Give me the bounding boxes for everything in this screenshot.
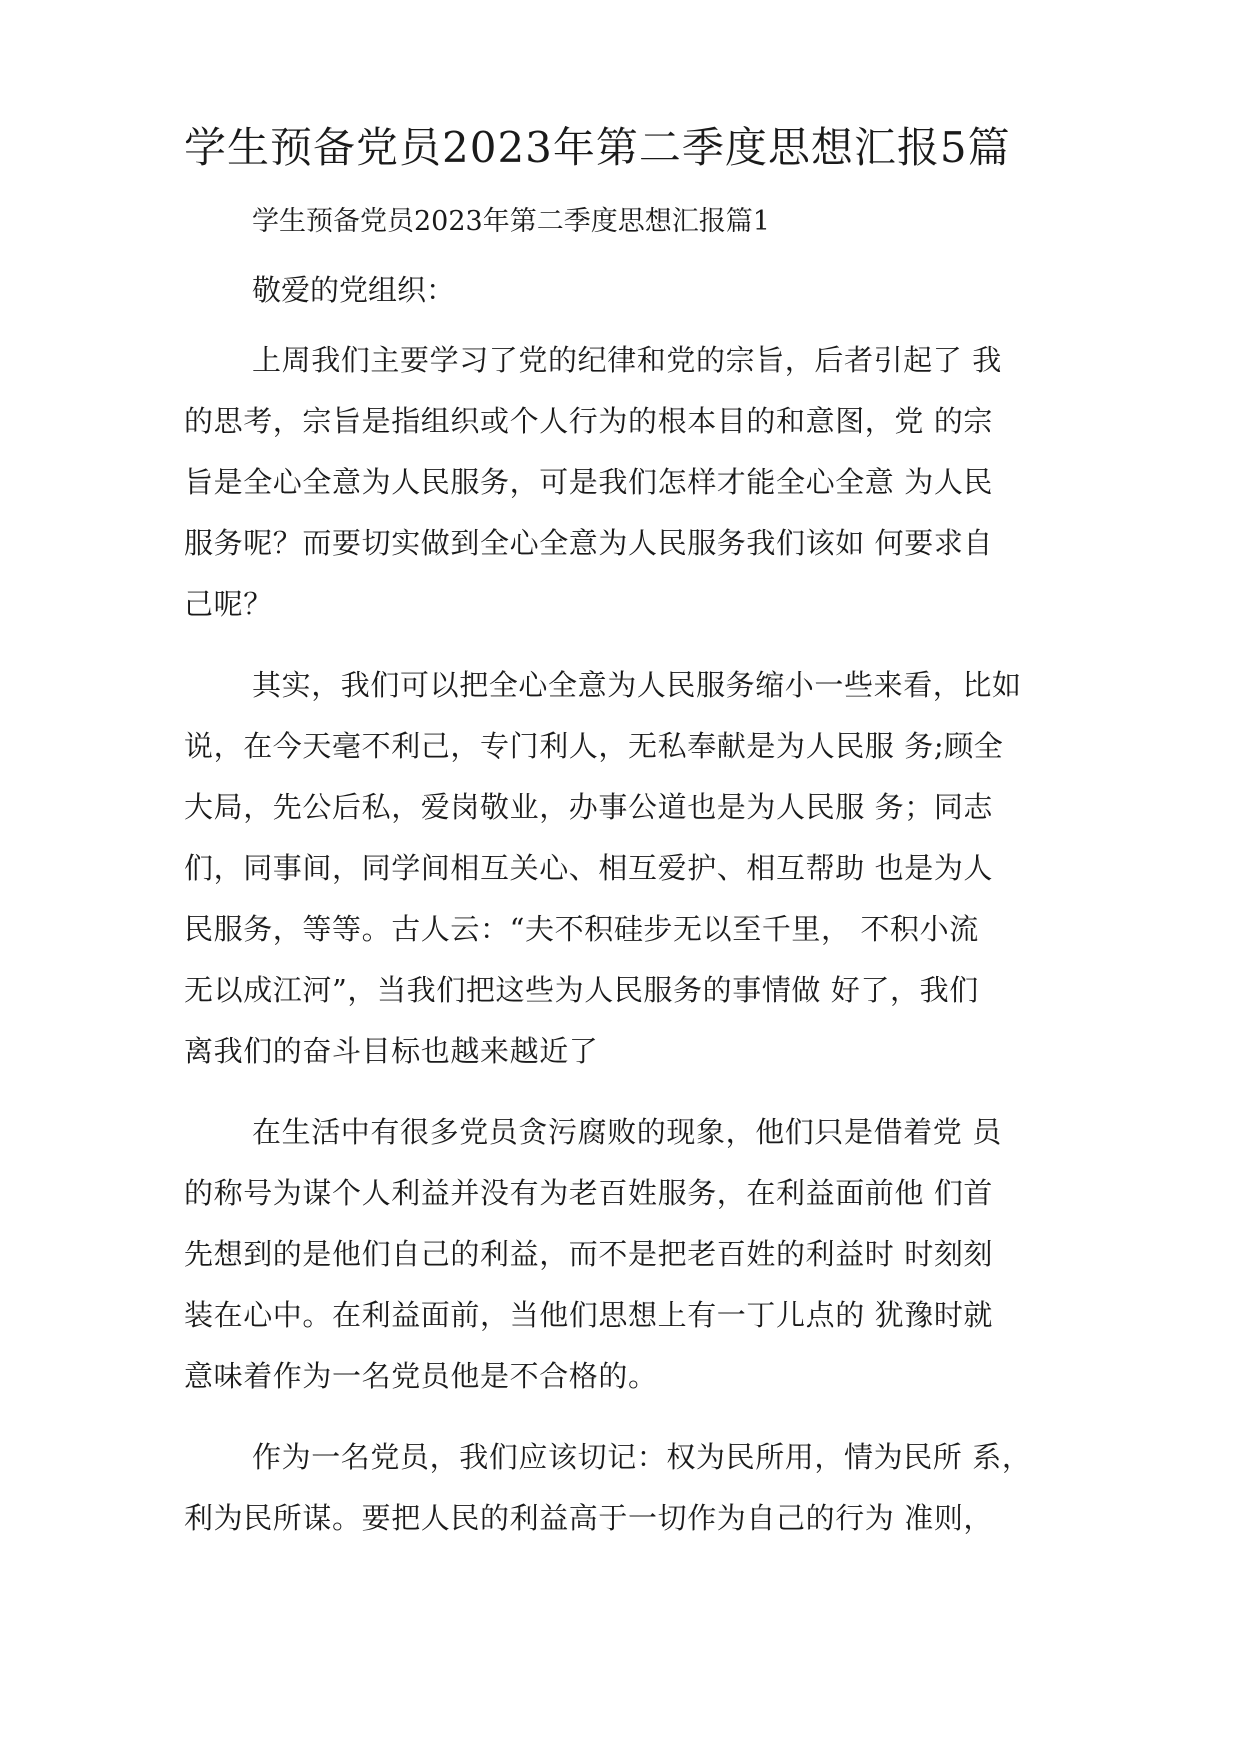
text-line: 利为民所谋。要把人民的利益高于一切作为自己的行为 准则， [184,1501,994,1535]
text-line: 民服务，等等。古人云：“夫不积硅步无以至千里， 不积小流 [184,912,979,946]
document-subtitle: 学生预备党员2023年第二季度思想汇报篇1 [252,206,770,237]
paragraph [184,1427,1064,1549]
text-line: 己呢？ [184,587,273,621]
paragraph [184,330,1064,635]
text-line: 作为一名党员，我们应该切记：权为民所用，情为民所 系， [252,1440,1032,1474]
document-body [184,330,1064,1569]
text-line: 意味着作为一名党员他是不合格的。 [184,1359,658,1393]
salutation: 敬爱的党组织： [252,273,456,307]
text-line: 大局，先公后私，爱岗敬业，办事公道也是为人民服 务；同志 [184,790,994,824]
text-line: 上周我们主要学习了党的纪律和党的宗旨，后者引起了 我 [252,343,1002,377]
document-title: 学生预备党员2023年第二季度思想汇报5篇 [184,123,1011,172]
text-line: 装在心中。在利益面前，当他们思想上有一丁儿点的 犹豫时就 [184,1298,994,1332]
text-line: 服务呢？而要切实做到全心全意为人民服务我们该如 何要求自 [184,526,994,560]
text-line: 无以成江河”，当我们把这些为人民服务的事情做 好了，我们 [184,973,979,1007]
text-line: 在生活中有很多党员贪污腐败的现象，他们只是借着党 员 [252,1115,1002,1149]
text-line: 其实，我们可以把全心全意为人民服务缩小一些来看，比如 [252,668,1022,702]
text-line: 离我们的奋斗目标也越来越近了 [184,1034,599,1068]
text-line: 旨是全心全意为人民服务，可是我们怎样才能全心全意 为人民 [184,465,994,499]
text-line: 先想到的是他们自己的利益，而不是把老百姓的利益时 时刻刻 [184,1237,994,1271]
text-line: 的称号为谋个人利益并没有为老百姓服务，在利益面前他 们首 [184,1176,994,1210]
paragraph [184,1102,1064,1407]
text-line: 们，同事间，同学间相互关心、相互爱护、相互帮助 也是为人 [184,851,994,885]
text-line: 说，在今天毫不利己，专门利人，无私奉献是为人民服 务;顾全 [184,729,1004,763]
text-line: 的思考，宗旨是指组织或个人行为的根本目的和意图，党 的宗 [184,404,994,438]
paragraph [184,655,1064,1082]
